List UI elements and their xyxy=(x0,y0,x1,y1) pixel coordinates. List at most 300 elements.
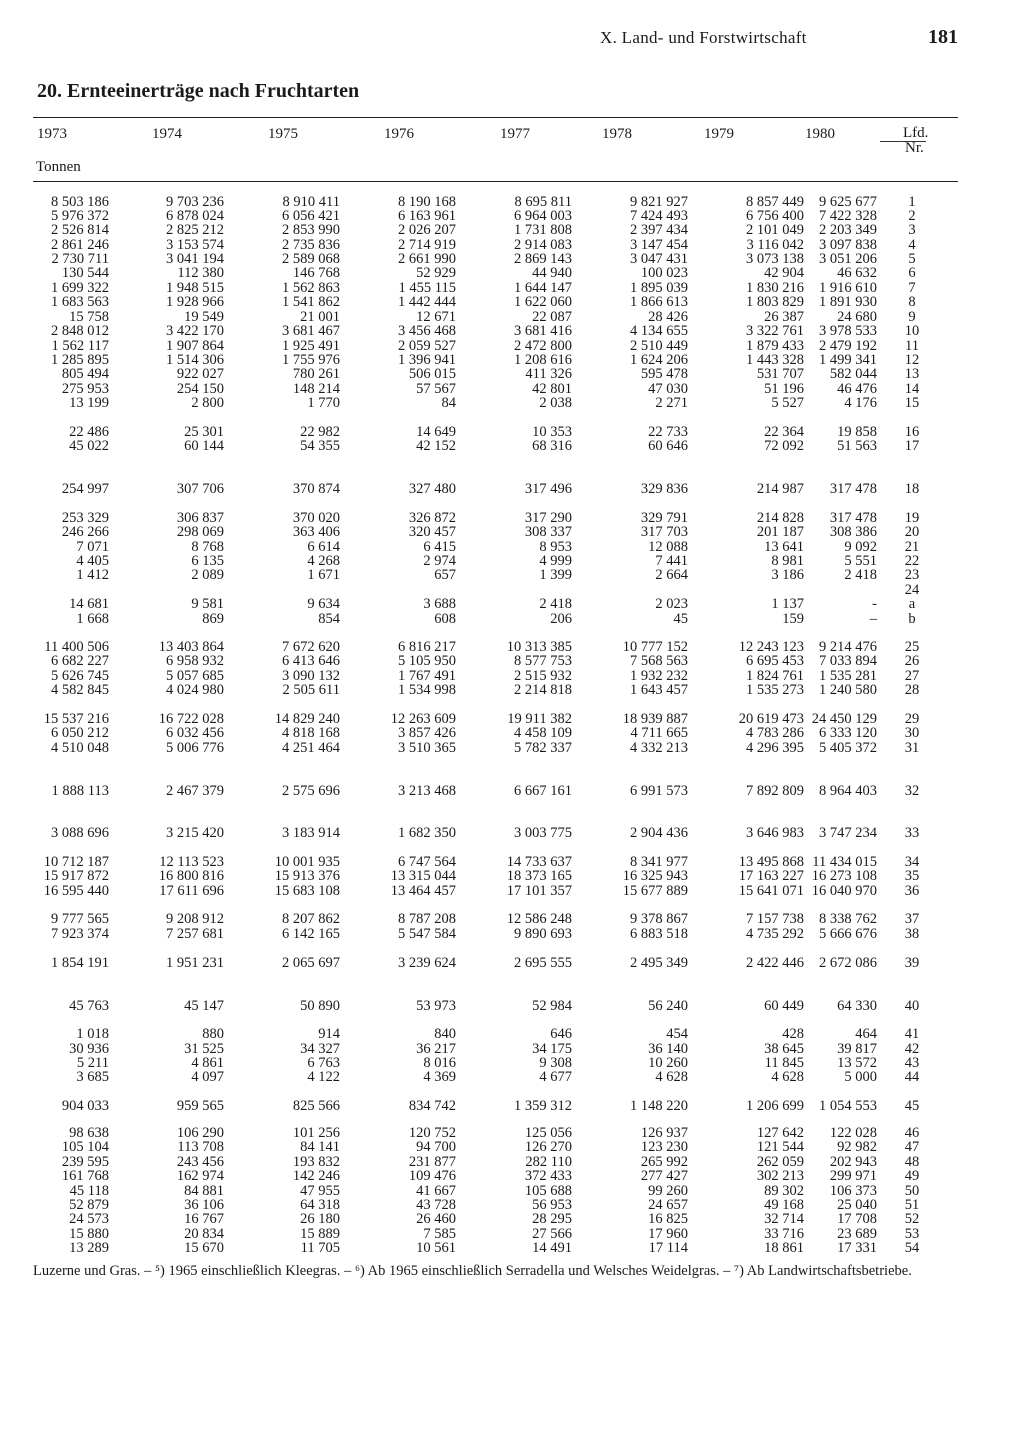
table-cell: 112 380 xyxy=(177,265,224,281)
table-cell: 329 791 xyxy=(640,510,688,526)
table-cell: 7 033 894 xyxy=(819,653,877,669)
table-cell: 3 646 983 xyxy=(746,825,804,841)
table-cell: 317 290 xyxy=(524,510,572,526)
table-cell: 4 861 xyxy=(191,1055,224,1071)
table-cell: 2 695 555 xyxy=(514,955,572,971)
table-cell: 51 196 xyxy=(764,381,804,397)
row-number: 45 xyxy=(904,1098,920,1114)
table-cell: 1 668 xyxy=(76,611,109,627)
table-cell: 19 911 382 xyxy=(507,711,572,727)
table-cell: 2 869 143 xyxy=(514,251,572,267)
table-cell: 2 714 919 xyxy=(398,237,456,253)
table-cell: 64 318 xyxy=(300,1197,340,1213)
table-cell: 1 208 616 xyxy=(514,352,572,368)
table-cell: 18 939 887 xyxy=(622,711,688,727)
table-cell: 1 767 491 xyxy=(398,668,456,684)
table-cell: 2 510 449 xyxy=(630,338,688,354)
table-cell: 1 824 761 xyxy=(746,668,804,684)
table-cell: 1 541 862 xyxy=(282,294,340,310)
row-number: b xyxy=(908,611,916,627)
table-cell: 27 566 xyxy=(532,1226,572,1242)
table-cell: 6 333 120 xyxy=(819,725,877,741)
row-number: 31 xyxy=(904,740,920,756)
table-cell: 2 848 012 xyxy=(51,323,109,339)
table-cell: 49 168 xyxy=(764,1197,804,1213)
row-number: 37 xyxy=(904,911,920,927)
table-cell: 53 973 xyxy=(416,998,456,1014)
table-cell: 8 207 862 xyxy=(282,911,340,927)
table-cell: 6 050 212 xyxy=(51,725,109,741)
unit-label: Tonnen xyxy=(36,159,81,175)
table-cell: 506 015 xyxy=(408,366,456,382)
table-cell: 33 716 xyxy=(764,1226,804,1242)
table-cell: 1 399 xyxy=(539,567,572,583)
row-number: 12 xyxy=(904,352,920,368)
table-cell: 206 xyxy=(550,611,572,627)
lfd-label: Lfd. xyxy=(903,125,929,141)
table-cell: 25 301 xyxy=(184,424,224,440)
table-cell: 89 302 xyxy=(764,1183,804,1199)
table-cell: 28 295 xyxy=(532,1211,572,1227)
row-number: 21 xyxy=(904,539,920,555)
table-cell: 825 566 xyxy=(292,1098,340,1114)
table-cell: 3 422 170 xyxy=(166,323,224,339)
table-cell: 47 955 xyxy=(300,1183,340,1199)
row-number: 49 xyxy=(904,1168,920,1184)
table-cell: 7 892 809 xyxy=(746,783,804,799)
table-cell: 8 338 762 xyxy=(819,911,877,927)
table-cell: 7 424 493 xyxy=(630,208,688,224)
row-number: 29 xyxy=(904,711,920,727)
row-number: 51 xyxy=(904,1197,920,1213)
table-cell: 317 703 xyxy=(640,524,688,540)
table-cell: 16 767 xyxy=(184,1211,224,1227)
table-cell: 2 418 xyxy=(844,567,877,583)
table-cell: 1 148 220 xyxy=(630,1098,688,1114)
table-cell: 26 387 xyxy=(764,309,804,325)
table-cell: 11 845 xyxy=(764,1055,804,1071)
table-cell: 22 982 xyxy=(300,424,340,440)
table-cell: 1 731 808 xyxy=(514,222,572,238)
table-cell: 4 405 xyxy=(76,553,109,569)
table-cell: 11 434 015 xyxy=(812,854,877,870)
table-cell: 327 480 xyxy=(408,481,456,497)
column-header-1980: 1980 xyxy=(805,126,835,142)
table-cell: 15 889 xyxy=(300,1226,340,1242)
table-cell: 8 341 977 xyxy=(630,854,688,870)
table-cell: 4 097 xyxy=(191,1069,224,1085)
table-cell: 106 373 xyxy=(829,1183,877,1199)
table-cell: 363 406 xyxy=(292,524,340,540)
table-cell: 9 214 476 xyxy=(819,639,877,655)
table-cell: 45 147 xyxy=(184,998,224,1014)
table-cell: 15 641 071 xyxy=(738,883,804,899)
table-cell: 657 xyxy=(434,567,456,583)
table-cell: 2 397 434 xyxy=(630,222,688,238)
table-cell: 454 xyxy=(666,1026,688,1042)
table-cell: 126 937 xyxy=(640,1125,688,1141)
table-cell: 1 854 191 xyxy=(51,955,109,971)
table-cell: 16 273 108 xyxy=(811,868,877,884)
row-number: 10 xyxy=(904,323,920,339)
table-cell: 298 069 xyxy=(176,524,224,540)
table-cell: 18 373 165 xyxy=(506,868,572,884)
table-cell: 4 735 292 xyxy=(746,926,804,942)
row-number: 32 xyxy=(904,783,920,799)
table-cell: 3 456 468 xyxy=(398,323,456,339)
row-number: 26 xyxy=(904,653,920,669)
row-number: 50 xyxy=(904,1183,920,1199)
table-cell: 2 505 611 xyxy=(282,682,340,698)
table-cell: 32 714 xyxy=(764,1211,804,1227)
table-cell: 2 800 xyxy=(191,395,224,411)
table-cell: 15 537 216 xyxy=(43,711,109,727)
table-cell: 922 027 xyxy=(176,366,224,382)
table-cell: 854 xyxy=(318,611,340,627)
row-number: 8 xyxy=(908,294,916,310)
table-cell: 52 929 xyxy=(416,265,456,281)
table-cell: 60 449 xyxy=(764,998,804,1014)
table-cell: 2 664 xyxy=(655,567,688,583)
table-cell: 2 575 696 xyxy=(282,783,340,799)
row-number: 23 xyxy=(904,567,920,583)
table-cell: 130 544 xyxy=(61,265,109,281)
table-cell: 7 157 738 xyxy=(746,911,804,927)
table-cell: 317 478 xyxy=(829,481,877,497)
table-cell: 12 263 609 xyxy=(390,711,456,727)
table-cell: 239 595 xyxy=(61,1154,109,1170)
table-cell: 3 047 431 xyxy=(630,251,688,267)
table-cell: 60 646 xyxy=(648,438,688,454)
table-cell: 317 496 xyxy=(524,481,572,497)
table-cell: 1 455 115 xyxy=(398,280,456,296)
table-cell: 3 681 416 xyxy=(514,323,572,339)
table-cell: 2 418 xyxy=(539,596,572,612)
table-cell: 411 326 xyxy=(525,366,572,382)
table-cell: 1 624 206 xyxy=(630,352,688,368)
table-cell: 2 904 436 xyxy=(630,825,688,841)
table-cell: 5 105 950 xyxy=(398,653,456,669)
table-cell: 2 101 049 xyxy=(746,222,804,238)
table-cell: 44 940 xyxy=(532,265,572,281)
table-cell: 6 142 165 xyxy=(282,926,340,942)
table-cell: 9 821 927 xyxy=(630,194,688,210)
table-cell: 7 923 374 xyxy=(51,926,109,942)
table-cell: 1 499 341 xyxy=(819,352,877,368)
table-cell: 329 836 xyxy=(640,481,688,497)
table-cell: 3 153 574 xyxy=(166,237,224,253)
table-cell: 3 688 xyxy=(423,596,456,612)
row-number: 3 xyxy=(908,222,916,238)
table-cell: 880 xyxy=(202,1026,224,1042)
table-cell: 7 672 620 xyxy=(282,639,340,655)
table-cell: 3 510 365 xyxy=(398,740,456,756)
table-cell: 106 290 xyxy=(176,1125,224,1141)
table-cell: 904 033 xyxy=(61,1098,109,1114)
table-cell: 22 733 xyxy=(648,424,688,440)
column-header-1975: 1975 xyxy=(268,126,298,142)
table-cell: 13 495 868 xyxy=(738,854,804,870)
table-cell: 4 134 655 xyxy=(630,323,688,339)
table-cell: 299 971 xyxy=(829,1168,877,1184)
table-cell: 231 877 xyxy=(408,1154,456,1170)
table-cell: 148 214 xyxy=(292,381,340,397)
column-header-1978: 1978 xyxy=(602,126,632,142)
table-cell: 20 834 xyxy=(184,1226,224,1242)
table-cell: 30 936 xyxy=(69,1041,109,1057)
table-cell: 68 316 xyxy=(532,438,572,454)
table-cell: 13 641 xyxy=(764,539,804,555)
table-cell: 214 828 xyxy=(756,510,804,526)
table-cell: 2 672 086 xyxy=(819,955,877,971)
table-cell: 1 925 491 xyxy=(282,338,340,354)
table-cell: 84 881 xyxy=(184,1183,224,1199)
table-cell: 23 689 xyxy=(837,1226,877,1242)
table-cell: 243 456 xyxy=(176,1154,224,1170)
table-cell: 6 163 961 xyxy=(398,208,456,224)
table-cell: 193 832 xyxy=(292,1154,340,1170)
table-cell: 4 332 213 xyxy=(630,740,688,756)
table-cell: 531 707 xyxy=(756,366,804,382)
table-cell: 3 097 838 xyxy=(819,237,877,253)
table-cell: 39 817 xyxy=(837,1041,877,1057)
table-cell: 8 768 xyxy=(191,539,224,555)
table-cell: 47 030 xyxy=(648,381,688,397)
table-cell: 64 330 xyxy=(837,998,877,1014)
table-cell: 5 006 776 xyxy=(166,740,224,756)
table-cell: 9 703 236 xyxy=(166,194,224,210)
row-number: 53 xyxy=(904,1226,920,1242)
table-cell: 7 441 xyxy=(655,553,688,569)
table-cell: 320 457 xyxy=(408,524,456,540)
table-cell: 12 586 248 xyxy=(506,911,572,927)
table-cell: 16 722 028 xyxy=(158,711,224,727)
table-cell: 19 858 xyxy=(837,424,877,440)
table-cell: 50 890 xyxy=(300,998,340,1014)
table-cell: 6 614 xyxy=(307,539,340,555)
table-cell: 3 215 420 xyxy=(166,825,224,841)
table-cell: 4 783 286 xyxy=(746,725,804,741)
table-cell: 4 628 xyxy=(655,1069,688,1085)
table-cell: 214 987 xyxy=(756,481,804,497)
column-header-1979: 1979 xyxy=(704,126,734,142)
row-number: 54 xyxy=(904,1240,920,1256)
table-cell: 41 667 xyxy=(416,1183,456,1199)
row-number: 47 xyxy=(904,1139,920,1155)
table-cell: 14 649 xyxy=(416,424,456,440)
row-number: 41 xyxy=(904,1026,920,1042)
table-cell: 46 476 xyxy=(837,381,877,397)
table-cell: 14 829 240 xyxy=(274,711,340,727)
table-cell: 2 515 932 xyxy=(514,668,572,684)
table-cell: 1 803 829 xyxy=(746,294,804,310)
table-cell: 2 214 818 xyxy=(514,682,572,698)
page-number: 181 xyxy=(928,26,958,48)
table-cell: 16 595 440 xyxy=(43,883,109,899)
table-cell: 17 163 227 xyxy=(738,868,804,884)
table-cell: 4 251 464 xyxy=(282,740,340,756)
table-cell: 1 206 699 xyxy=(746,1098,804,1114)
table-cell: 3 857 426 xyxy=(398,725,456,741)
table-cell: 45 118 xyxy=(69,1183,109,1199)
table-cell: 10 353 xyxy=(532,424,572,440)
table-cell: 2 526 814 xyxy=(51,222,109,238)
row-number: 14 xyxy=(904,381,920,397)
table-cell: 4 458 109 xyxy=(514,725,572,741)
row-number: 30 xyxy=(904,725,920,741)
table-cell: 5 547 584 xyxy=(398,926,456,942)
table-cell: 84 xyxy=(441,395,456,411)
table-cell: 105 688 xyxy=(524,1183,572,1199)
row-number: 13 xyxy=(904,366,920,382)
table-cell: 3 088 696 xyxy=(51,825,109,841)
table-cell: 12 113 523 xyxy=(159,854,224,870)
table-cell: 9 092 xyxy=(844,539,877,555)
table-cell: 6 763 xyxy=(307,1055,340,1071)
table-cell: 10 712 187 xyxy=(43,854,109,870)
row-number: 35 xyxy=(904,868,920,884)
table-cell: 2 479 192 xyxy=(819,338,877,354)
table-cell: 34 175 xyxy=(532,1041,572,1057)
table-cell: 6 747 564 xyxy=(398,854,456,870)
column-header-1976: 1976 xyxy=(384,126,414,142)
table-cell: 2 059 527 xyxy=(398,338,456,354)
table-cell: 3 051 206 xyxy=(819,251,877,267)
row-number: 36 xyxy=(904,883,920,899)
table-cell: 5 405 372 xyxy=(819,740,877,756)
table-cell: 5 976 372 xyxy=(51,208,109,224)
table-cell: 1 770 xyxy=(307,395,340,411)
table-cell: 2 422 446 xyxy=(746,955,804,971)
table-cell: 52 879 xyxy=(69,1197,109,1213)
table-cell: 1 888 113 xyxy=(51,783,109,799)
table-cell: 16 825 xyxy=(648,1211,688,1227)
table-cell: 159 xyxy=(782,611,804,627)
table-cell: 54 355 xyxy=(300,438,340,454)
table-cell: 43 728 xyxy=(416,1197,456,1213)
table-cell: 123 230 xyxy=(640,1139,688,1155)
row-number: 15 xyxy=(904,395,920,411)
table-cell: 4 296 395 xyxy=(746,740,804,756)
table-cell: 3 041 194 xyxy=(166,251,224,267)
row-number: 16 xyxy=(904,424,920,440)
table-cell: 24 573 xyxy=(69,1211,109,1227)
table-cell: 6 964 003 xyxy=(514,208,572,224)
table-cell: 15 880 xyxy=(69,1226,109,1242)
table-cell: 72 092 xyxy=(764,438,804,454)
table-cell: 162 974 xyxy=(176,1168,224,1184)
table-cell: 307 706 xyxy=(176,481,224,497)
table-cell: 6 413 646 xyxy=(282,653,340,669)
table-cell: 45 xyxy=(673,611,688,627)
row-number: 27 xyxy=(904,668,920,684)
table-cell: 5 000 xyxy=(844,1069,877,1085)
table-cell: 6 415 xyxy=(423,539,456,555)
table-cell: 4 268 xyxy=(307,553,340,569)
table-cell: 2 495 349 xyxy=(630,955,688,971)
table-cell: 8 503 186 xyxy=(51,194,109,210)
table-cell: 28 426 xyxy=(648,309,688,325)
table-cell: 126 270 xyxy=(524,1139,572,1155)
table-cell: 1 895 039 xyxy=(630,280,688,296)
row-number: 34 xyxy=(904,854,920,870)
table-cell: 9 378 867 xyxy=(630,911,688,927)
table-cell: 646 xyxy=(550,1026,572,1042)
table-cell: 4 122 xyxy=(307,1069,340,1085)
table-cell: 5 551 xyxy=(844,553,877,569)
table-cell: 15 913 376 xyxy=(274,868,340,884)
table-cell: 1 359 312 xyxy=(514,1098,572,1114)
table-cell: 1 442 444 xyxy=(398,294,456,310)
table-cell: 1 948 515 xyxy=(166,280,224,296)
row-number: 1 xyxy=(908,194,916,210)
running-head: X. Land- und Forstwirtschaft xyxy=(600,28,807,47)
table-cell: 31 525 xyxy=(184,1041,224,1057)
table-cell: 11 400 506 xyxy=(44,639,109,655)
table-cell: 14 733 637 xyxy=(506,854,572,870)
table-cell: 265 992 xyxy=(640,1154,688,1170)
row-number: 25 xyxy=(904,639,920,655)
table-cell: 15 683 108 xyxy=(274,883,340,899)
nr-label: Nr. xyxy=(905,140,924,156)
table-cell: 8 190 168 xyxy=(398,194,456,210)
table-cell: 3 183 914 xyxy=(282,825,340,841)
table-cell: 7 422 328 xyxy=(819,208,877,224)
table-cell: 13 199 xyxy=(69,395,109,411)
table-cell: - xyxy=(872,596,877,612)
table-cell: 1 535 273 xyxy=(746,682,804,698)
table-cell: 6 883 518 xyxy=(630,926,688,942)
table-cell: 3 239 624 xyxy=(398,955,456,971)
table-cell: 2 825 212 xyxy=(166,222,224,238)
table-cell: 2 065 697 xyxy=(282,955,340,971)
table-cell: 15 670 xyxy=(184,1240,224,1256)
table-cell: 9 777 565 xyxy=(51,911,109,927)
table-cell: 2 661 990 xyxy=(398,251,456,267)
row-number: 43 xyxy=(904,1055,920,1071)
table-cell: 6 682 227 xyxy=(51,653,109,669)
table-cell: 3 322 761 xyxy=(746,323,804,339)
table-cell: 3 681 467 xyxy=(282,323,340,339)
table-cell: 5 057 685 xyxy=(166,668,224,684)
table-cell: 10 260 xyxy=(648,1055,688,1071)
row-number: 7 xyxy=(908,280,916,296)
table-cell: 4 582 845 xyxy=(51,682,109,698)
table-cell: 3 090 132 xyxy=(282,668,340,684)
table-cell: 36 140 xyxy=(648,1041,688,1057)
table-cell: 201 187 xyxy=(756,524,804,540)
row-number: 11 xyxy=(905,338,919,354)
table-cell: 2 203 349 xyxy=(819,222,877,238)
table-cell: 56 240 xyxy=(648,998,688,1014)
table-cell: 98 638 xyxy=(69,1125,109,1141)
table-cell: 1 951 231 xyxy=(166,955,224,971)
row-number: 18 xyxy=(904,481,920,497)
table-cell: 2 089 xyxy=(191,567,224,583)
table-cell: 2 589 068 xyxy=(282,251,340,267)
table-cell: 12 088 xyxy=(648,539,688,555)
table-cell: 15 917 872 xyxy=(43,868,109,884)
footnote: Luzerne und Gras. – ⁵) 1965 einschließlich Kleegras. – ⁶) Ab 1965 einschließlich Serradella und Welsches Weidelgras. – ⁷) Ab Landwirtschaftsbetriebe. xyxy=(33,1263,912,1279)
table-cell: 6 695 453 xyxy=(746,653,804,669)
table-cell: 45 763 xyxy=(69,998,109,1014)
table-cell: 34 327 xyxy=(300,1041,340,1057)
table-cell: 6 032 456 xyxy=(166,725,224,741)
table-cell: 22 486 xyxy=(69,424,109,440)
table-cell: 914 xyxy=(318,1026,340,1042)
table-cell: 9 208 912 xyxy=(166,911,224,927)
table-cell: 24 680 xyxy=(837,309,877,325)
